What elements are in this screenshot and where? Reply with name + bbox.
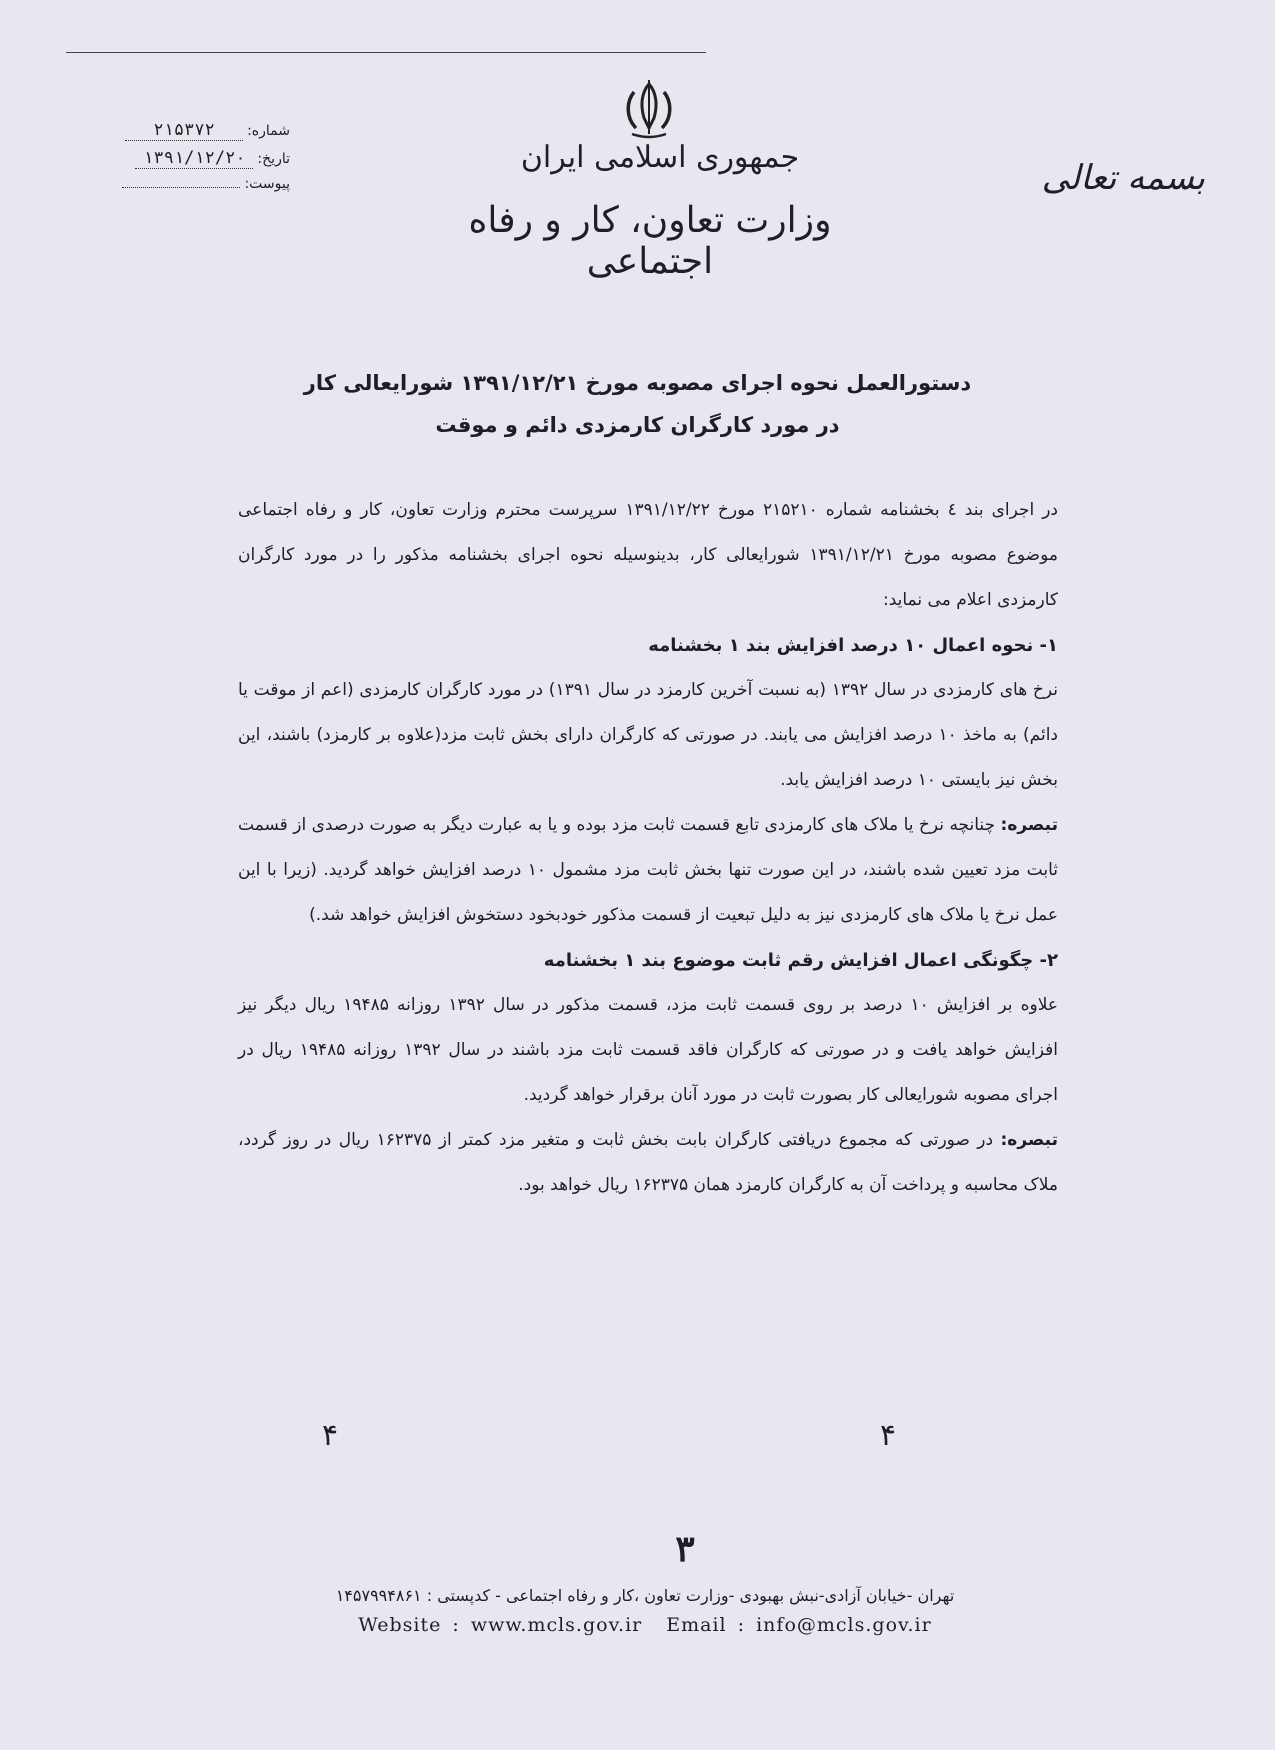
margin-mark-left: ۴ bbox=[322, 1418, 339, 1453]
footer-contact bbox=[240, 1614, 1050, 1636]
section-2-text: علاوه بر افزایش ۱۰ درصد بر روی قسمت ثابت مزد، قسمت مذکور در سال ۱۳۹۲ روزانه ۱۹۴۸۵ ریال دیگر نیز افزایش خواهد یافت و در صورتی که کارگران فاقد قسمت ثابت مزد باشند در سال ۱۳۹۲ روزانه ۱۹۴۸۵ ریال در اجرای مصوبه شورایعالی کار بصورت ثابت در مورد آنان برقرار خواهد گردید. bbox=[238, 995, 1058, 1105]
footer-address: تهران -خیابان آزادی-نبش بهبودی -وزارت تعاون ،کار و رفاه اجتماعی - کدپستی : ۱۴۵۷۹۹۴۸۶۱ bbox=[335, 1586, 955, 1605]
intro-paragraph: در اجرای بند ٤ بخشنامه شماره ۲۱۵۲۱۰ مورخ ۱۳۹۱/۱۲/۲۲ سرپرست محترم وزارت تعاون، کار و رفاه اجتماعی موضوع مصوبه مورخ ۱۳۹۱/۱۲/۲۱ شورایعالی کار، بدینوسیله نحوه اجرای بخشنامه مذکور را در مورد کارگران کارمزدی اعلام می نماید: bbox=[238, 500, 1059, 610]
number-value: ۲۱۵۳۷۲ bbox=[125, 120, 243, 141]
attachment-value bbox=[122, 187, 240, 188]
date-value: ۱۳۹۱/۱۲/۲۰ bbox=[135, 148, 253, 169]
note-2-paragraph bbox=[238, 1118, 1058, 1208]
letter-meta bbox=[80, 120, 290, 204]
attachment-row bbox=[80, 176, 290, 204]
note-1-text: چنانچه نرخ یا ملاک های کارمزدی تابع قسمت ثابت مزد بوده و یا به عبارت دیگر به صورت درصدی از قسمت ثابت مزد تعیین شده باشند، در این صورت تنها بخش ثابت مزد مشمول ۱۰ درصد افزایش خواهد گردید. (زیرا با این عمل نرخ یا ملاک های کارمزدی نیز به دلیل تبعیت از قسمت مذکور خودبخود دستخوش افزایش خواهد شد.) bbox=[238, 815, 1058, 925]
title-line-1: دستورالعمل نحوه اجرای مصوبه مورخ ۱۳۹۱/۱۲/۲۱ شورایعالی کار bbox=[303, 371, 972, 395]
section-1-title: ۱- نحوه اعمال ۱۰ درصد افزایش بند ۱ بخشنامه bbox=[648, 635, 1058, 656]
attachment-label: پیوست: bbox=[244, 176, 290, 192]
footer-email: Email : info@mcls.gov.ir bbox=[666, 1614, 932, 1636]
document-title bbox=[150, 362, 1125, 446]
top-rule bbox=[66, 52, 706, 53]
date-row bbox=[80, 148, 290, 176]
section-1-text: نرخ های کارمزدی در سال ۱۳۹۲ (به نسبت آخرین کارمزد در سال ۱۳۹۱) در مورد کارگران کارمزدی (اعم از موقت یا دائم) به ماخذ ۱۰ درصد افزایش می یابند. در صورتی که کارگران دارای بخش ثابت مزد(علاوه بر کارمزد) باشند، این بخش نیز بایستی ۱۰ درصد افزایش یابد. bbox=[238, 680, 1058, 790]
margin-mark-right: ۴ bbox=[880, 1418, 897, 1453]
note-2-label: تبصره: bbox=[1000, 1130, 1058, 1150]
ministry-name: وزارت تعاون، کار و رفاه اجتماعی bbox=[468, 200, 832, 282]
footer-website: Website : www.mcls.gov.ir bbox=[358, 1614, 643, 1636]
note-1-label: تبصره: bbox=[1000, 815, 1058, 835]
country-name: جمهوری اسلامی ایران bbox=[520, 140, 800, 175]
title-line-2: در مورد کارگران کارمزدی دائم و موقت bbox=[435, 413, 840, 437]
date-label: تاریخ: bbox=[257, 151, 290, 167]
note-1-paragraph bbox=[238, 803, 1058, 938]
bismillah-heading: بسمه تعالی bbox=[1041, 158, 1205, 198]
number-row bbox=[80, 120, 290, 148]
letter-body bbox=[238, 488, 1058, 1208]
page-number: ۳ bbox=[675, 1528, 695, 1570]
number-label: شماره: bbox=[247, 123, 290, 139]
section-2-title: ۲- چگونگی اعمال افزایش رقم ثابت موضوع بند ۱ بخشنامه bbox=[543, 950, 1058, 971]
note-2-text: در صورتی که مجموع دریافتی کارگران بابت بخش ثابت و متغیر مزد کمتر از ۱۶۲۳۷۵ ریال در روز گردد، ملاک محاسبه و پرداخت آن به کارگران کارمزد همان ۱۶۲۳۷۵ ریال خواهد بود. bbox=[238, 1130, 1058, 1195]
iran-emblem-icon bbox=[620, 78, 678, 140]
